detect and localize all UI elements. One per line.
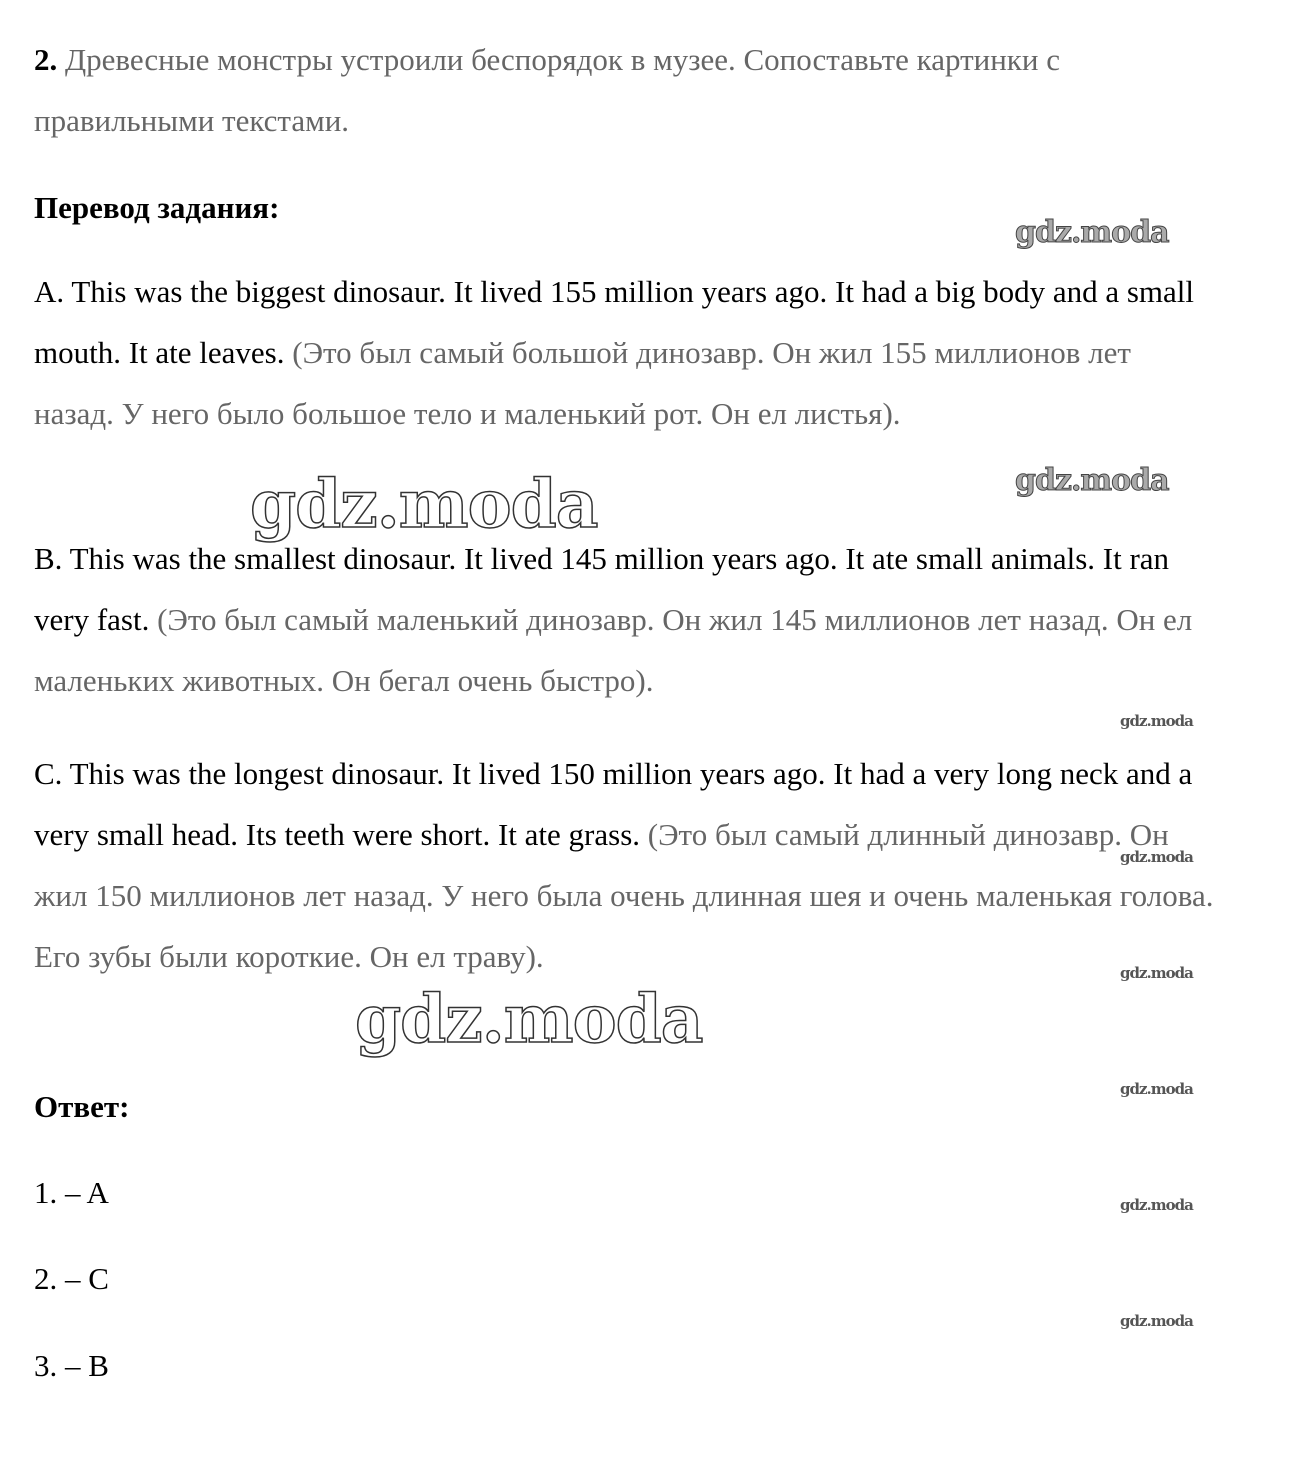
answer-3: 3. – B xyxy=(34,1348,109,1383)
answer-heading: Ответ: xyxy=(34,1089,130,1124)
answer-1: 1. – A xyxy=(34,1175,109,1210)
watermark: gdz.moda xyxy=(1120,848,1193,866)
item-b-russian: (Это был самый маленький динозавр. Он жил 145 миллионов лет назад. Он ел маленьких животных. Он бегал очень быстро). xyxy=(34,602,1193,698)
item-a xyxy=(34,261,1214,444)
item-b xyxy=(34,528,1214,711)
item-a-english: A. This was the biggest dinosaur. It lived 155 million years ago. It had a big body and a small mouth. It ate leaves. xyxy=(34,274,1195,370)
item-c-english: C. This was the longest dinosaur. It lived 150 million years ago. It had a very long neck and a very small head. Its teeth were short. It ate grass. xyxy=(34,756,1193,852)
watermark: gdz.moda xyxy=(1120,1312,1193,1330)
item-b-english: B. This was the smallest dinosaur. It lived 145 million years ago. It ate small animals. It ran very fast. xyxy=(34,541,1170,637)
watermark: gdz.moda xyxy=(1015,463,1169,498)
watermark: gdz.moda xyxy=(1120,1196,1193,1214)
item-a-russian: (Это был самый большой динозавр. Он жил 155 миллионов лет назад. У него было большое тело и маленький рот. Он ел листья). xyxy=(34,335,1131,431)
task-text xyxy=(34,29,1214,151)
task-number: 2. xyxy=(34,42,58,77)
translation-heading: Перевод задания: xyxy=(34,190,280,225)
task-instruction: Древесные монстры устроили беспорядок в музее. Сопоставьте картинки с правильными текстами. xyxy=(34,42,1060,138)
item-c-russian: (Это был самый длинный динозавр. Он жил 150 миллионов лет назад. У него была очень длинная шея и очень маленькая голова. Его зубы были короткие. Он ел траву). xyxy=(34,817,1214,974)
answer-2: 2. – C xyxy=(34,1261,109,1296)
watermark: gdz.moda xyxy=(355,980,703,1058)
watermark: gdz.moda xyxy=(1015,215,1169,250)
item-c xyxy=(34,743,1214,987)
watermark: gdz.moda xyxy=(1120,964,1193,982)
watermark: gdz.moda xyxy=(250,465,598,543)
watermark: gdz.moda xyxy=(1120,712,1193,730)
watermark: gdz.moda xyxy=(1120,1080,1193,1098)
